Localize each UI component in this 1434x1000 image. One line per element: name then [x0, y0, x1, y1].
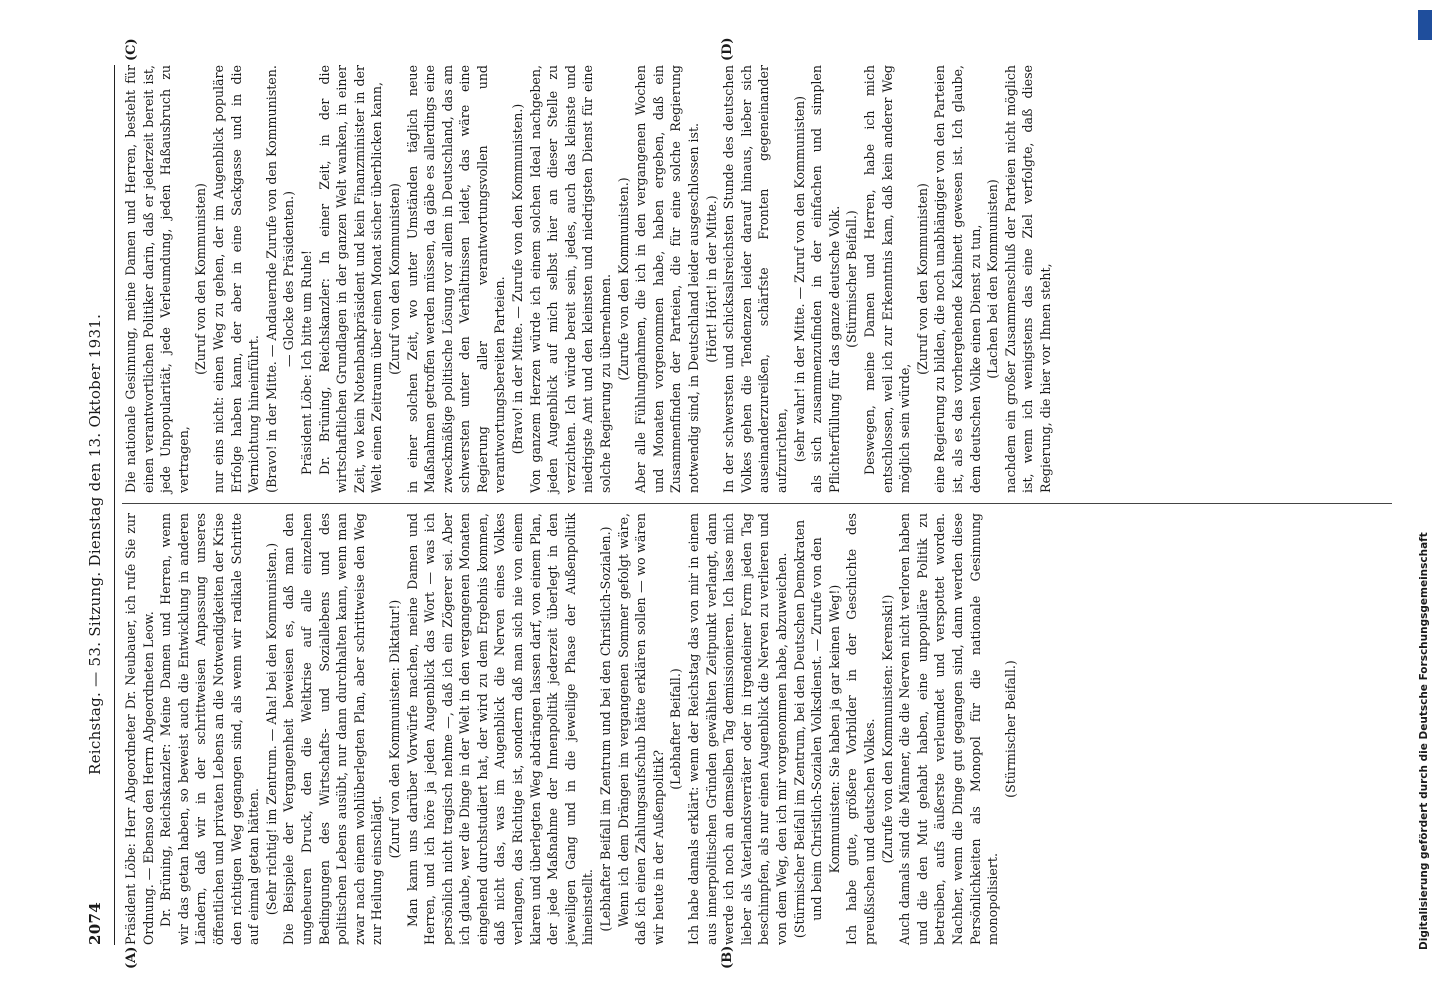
interjection: (Zuruf von den Kommunisten)	[386, 183, 402, 375]
interjection: (Stürmischer Beifall.)	[844, 210, 860, 348]
paragraph: Präsident Löbe: Ich bitte um Ruhe!	[298, 250, 314, 475]
interjection: (Hört! Hört! in der Mitte.)	[703, 195, 719, 363]
digitization-note	[1418, 50, 1430, 950]
interjection: (Zuruf von den Kommunisten: Diktatur!)	[386, 599, 402, 859]
paragraph: Deswegen, meine Damen und Herren, habe ich mich entschlossen, weil ich zur Erkenntnis kam, daß kein anderer Weg möglich sein würde,	[861, 65, 913, 493]
paragraph: nachdem ein großer Zusammenschluß der Parteien nicht möglich ist, wenn ich wenigstens das eine Ziel verfolgte, daß diese Regierung, die hier vor Ihnen steht,	[1002, 65, 1053, 493]
paragraph: eine Regierung zu bilden, die noch unabhängiger von den Parteien ist, als es das vorhergehende Kabinett gewesen ist. Ich glaube, dem deutschen Volke einen Dienst zu tun,	[932, 65, 983, 493]
paragraph: Die nationale Gesinnung, meine Damen und Herren, besteht für einen verantwortlichen Politiker darin, daß er jederzeit bereit ist, jede Unpopularität, jede Verleumdung, jeden Haßausbruch zu vertragen,	[123, 65, 191, 493]
paragraph: Dr. Brüning, Reichskanzler: In einer Zeit, in der die wirtschaftlichen Grundlagen in der ganzen Welt wanken, in einer Zeit, wo kein Notenbankpräsident und kein Finanzminister in der Welt einen Zeitraum über einen Monat sicher überblicken kann,	[316, 65, 385, 493]
page-header	[80, 65, 114, 945]
digitization-note-text: Digitalisierung gefördert durch die Deutsche Forschungsgemeinschaft	[1418, 532, 1430, 950]
column-right	[122, 65, 1402, 493]
interjection: (sehr wahr! in der Mitte. — Zuruf von den Kommunisten)	[791, 95, 807, 463]
interjection: (Zurufe von den Kommunisten.)	[615, 177, 631, 381]
paragraph: Ich habe gute, größere Vorbilder in der Geschichte des preußischen und deutschen Volkes.	[844, 513, 877, 945]
rotated-page	[80, 37, 1410, 969]
margin-letter-d: (D)	[720, 37, 735, 61]
interjection: (Bravo! in der Mitte. — Zurufe von den Kommunisten.)	[510, 103, 526, 455]
paragraph: nur eins nicht: einen Weg zu gehen, der im Augenblick populäre Erfolge haben kann, der aber in eine Sackgasse und in die Vernichtung hineinführt.	[210, 65, 262, 493]
dfg-logo	[1418, 10, 1432, 40]
interjection: (Stürmischer Beifall im Zentrum, bei den Deutschen Demokraten und beim Christlich-Sozialen Volksdienst. — Zurufe von den Kommunisten: Sie haben ja gar keinen Weg!)	[791, 519, 842, 939]
page-number: 2074	[86, 902, 104, 945]
interjection: (Zuruf von den Kommunisten)	[193, 183, 209, 375]
interjection: (Lachen bei den Kommunisten)	[985, 179, 1001, 379]
margin-letter-a: (A)	[124, 946, 139, 969]
paragraph: Wenn ich dem Drängen im vergangenen Sommer gefolgt wäre, daß ich einen Zahlungsaufschub hätte erklären sollen — wo wären wir heute in der Außenpolitik?	[615, 513, 666, 945]
interjection: (Lebhafter Beifall.)	[668, 668, 684, 790]
column-left	[122, 513, 1402, 945]
running-title: Reichstag. — 53. Sitzung. Dienstag den 13. Oktober 1931.	[86, 313, 104, 775]
interjection: (Sehr richtig! im Zentrum. — Aha! bei den Kommunisten.)	[263, 542, 279, 916]
paragraph: in einer solchen Zeit, wo unter Umständen täglich neue Maßnahmen getroffen werden müssen, da gäbe es allerdings eine zweckmäßige politische Lösung vor allem in Deutschland, das am schwersten unter den Verhältnissen leidet, das wäre eine Regierung aller verantwortungsvollen und verantwortungsbereiten Parteien.	[404, 65, 508, 493]
margin-letter-b: (B)	[720, 945, 735, 969]
paragraph: als sich zusammenzufinden in der einfachen und simplen Pflichterfüllung für das ganze deutsche Volk.	[809, 65, 842, 493]
paragraph: Auch damals sind die Männer, die die Nerven nicht verloren haben und die den Mut gehabt haben, eine unpopuläre Politik zu betreiben, aufs äußerste verleumdet und verspottet worden. Nachher, wenn die Dinge gut gegangen sind, dann werden diese Persönlichkeiten als Monopol für die nationale Gesinnung monopolisiert.	[897, 513, 1001, 945]
paragraph: Ich habe damals erklärt: wenn der Reichstag das von mir in einem aus innerpolitischen Gründen gewählten Zeitpunkt verlangt, dann werde ich noch an demselben Tag demissionieren. Ich lasse mich lieber als Vaterlandsverräter oder in irgendeiner Form jeden Tag beschimpfen, als nur einen Augenblick die Nerven zu verlieren und von dem Weg, den ich mir vorgenommen habe, abzuweichen.	[686, 513, 789, 945]
interjection: (Stürmischer Beifall.)	[1002, 660, 1018, 798]
interjection: (Zuruf von den Kommunisten)	[914, 183, 930, 375]
header-rule	[114, 65, 115, 945]
paragraph: Dr. Brüning, Reichskanzler: Meine Damen und Herren, wenn wir das getan haben, so beweist auch die Entwicklung in anderen Ländern, daß wir in der schrittweisen Anpassung unseres öffentlichen und privaten Lebens an die Notwendigkeiten der Krise den richtigen Weg gegangen sind, als wenn wir radikale Schritte auf einmal getan hätten.	[158, 513, 262, 945]
paragraph: Die Beispiele der Vergangenheit beweisen es, daß man den ungeheuren Druck, den die Weltkrise auf alle einzelnen Bedingungen des Wirtschafts- und Soziallebens und des politischen Lebens ausübt, nur dann durchhalten kann, wenn man zwar nach einem wohlüberlegten Plan, aber schrittweise den Weg zur Heilung einschlägt.	[281, 513, 385, 945]
margin-letter-c: (C)	[124, 38, 139, 61]
paragraph: Präsident Löbe: Herr Abgeordneter Dr. Neubauer, ich rufe Sie zur Ordnung. — Ebenso den Herrn Abgeordneten Leow.	[123, 513, 156, 945]
paragraph: Von ganzem Herzen würde ich einem solchen Ideal nachgeben, jeden Augenblick auf mich selbst hier an dieser Stelle zu verzichten. Ich würde bereit sein, jedes, auch das kleinste und niedrigste Amt und den kleinsten und niedrigsten Dienst für eine solche Regierung zu übernehmen.	[527, 65, 614, 493]
paragraph: In der schwersten und schicksalsreichsten Stunde des deutschen Volkes gehen die Tendenzen leider darauf hinaus, lieber sich auseinanderzureißen, schärfste Fronten gegeneinander aufzurichten,	[721, 65, 789, 493]
paragraph: Aber alle Fühlungnahmen, die ich in den vergangenen Wochen und Monaten vorgenommen habe, haben ergeben, daß ein Zusammenfinden der Parteien, die für eine solche Regierung notwendig sind, in Deutschland leider ausgeschlossen ist.	[633, 65, 701, 493]
interjection: (Bravo! in der Mitte. — Andauernde Zurufe von den Kommunisten. — Glocke des Präsidenten.)	[263, 65, 297, 493]
paragraph: Man kann uns darüber Vorwürfe machen, meine Damen und Herren, und ich höre ja jeden Augenblick das Wort — was ich persönlich nicht tragisch nehme —, daß ich ein Zögerer sei. Aber ich glaube, wer die Dinge in der Welt in den vergangenen Monaten eingehend durchstudiert hat, der wird zu dem Ergebnis kommen, daß nicht das, was im Augenblick die Nerven eines Volkes verlangen, das Richtige ist, sondern daß man sich nie von einem klaren und überlegten Weg abdrängen lassen darf, von einem Plan, der jede Maßnahme der Innenpolitik jederzeit überlegt in den jeweiligen Gang und in die jeweilige Phase der Außenpolitik hineinstellt.	[404, 513, 596, 945]
interjection: (Zurufe von den Kommunisten: Kerenski!)	[879, 594, 895, 864]
column-divider	[122, 503, 1392, 504]
interjection: (Lebhafter Beifall im Zentrum und bei den Christlich-Sozialen.)	[598, 526, 614, 932]
